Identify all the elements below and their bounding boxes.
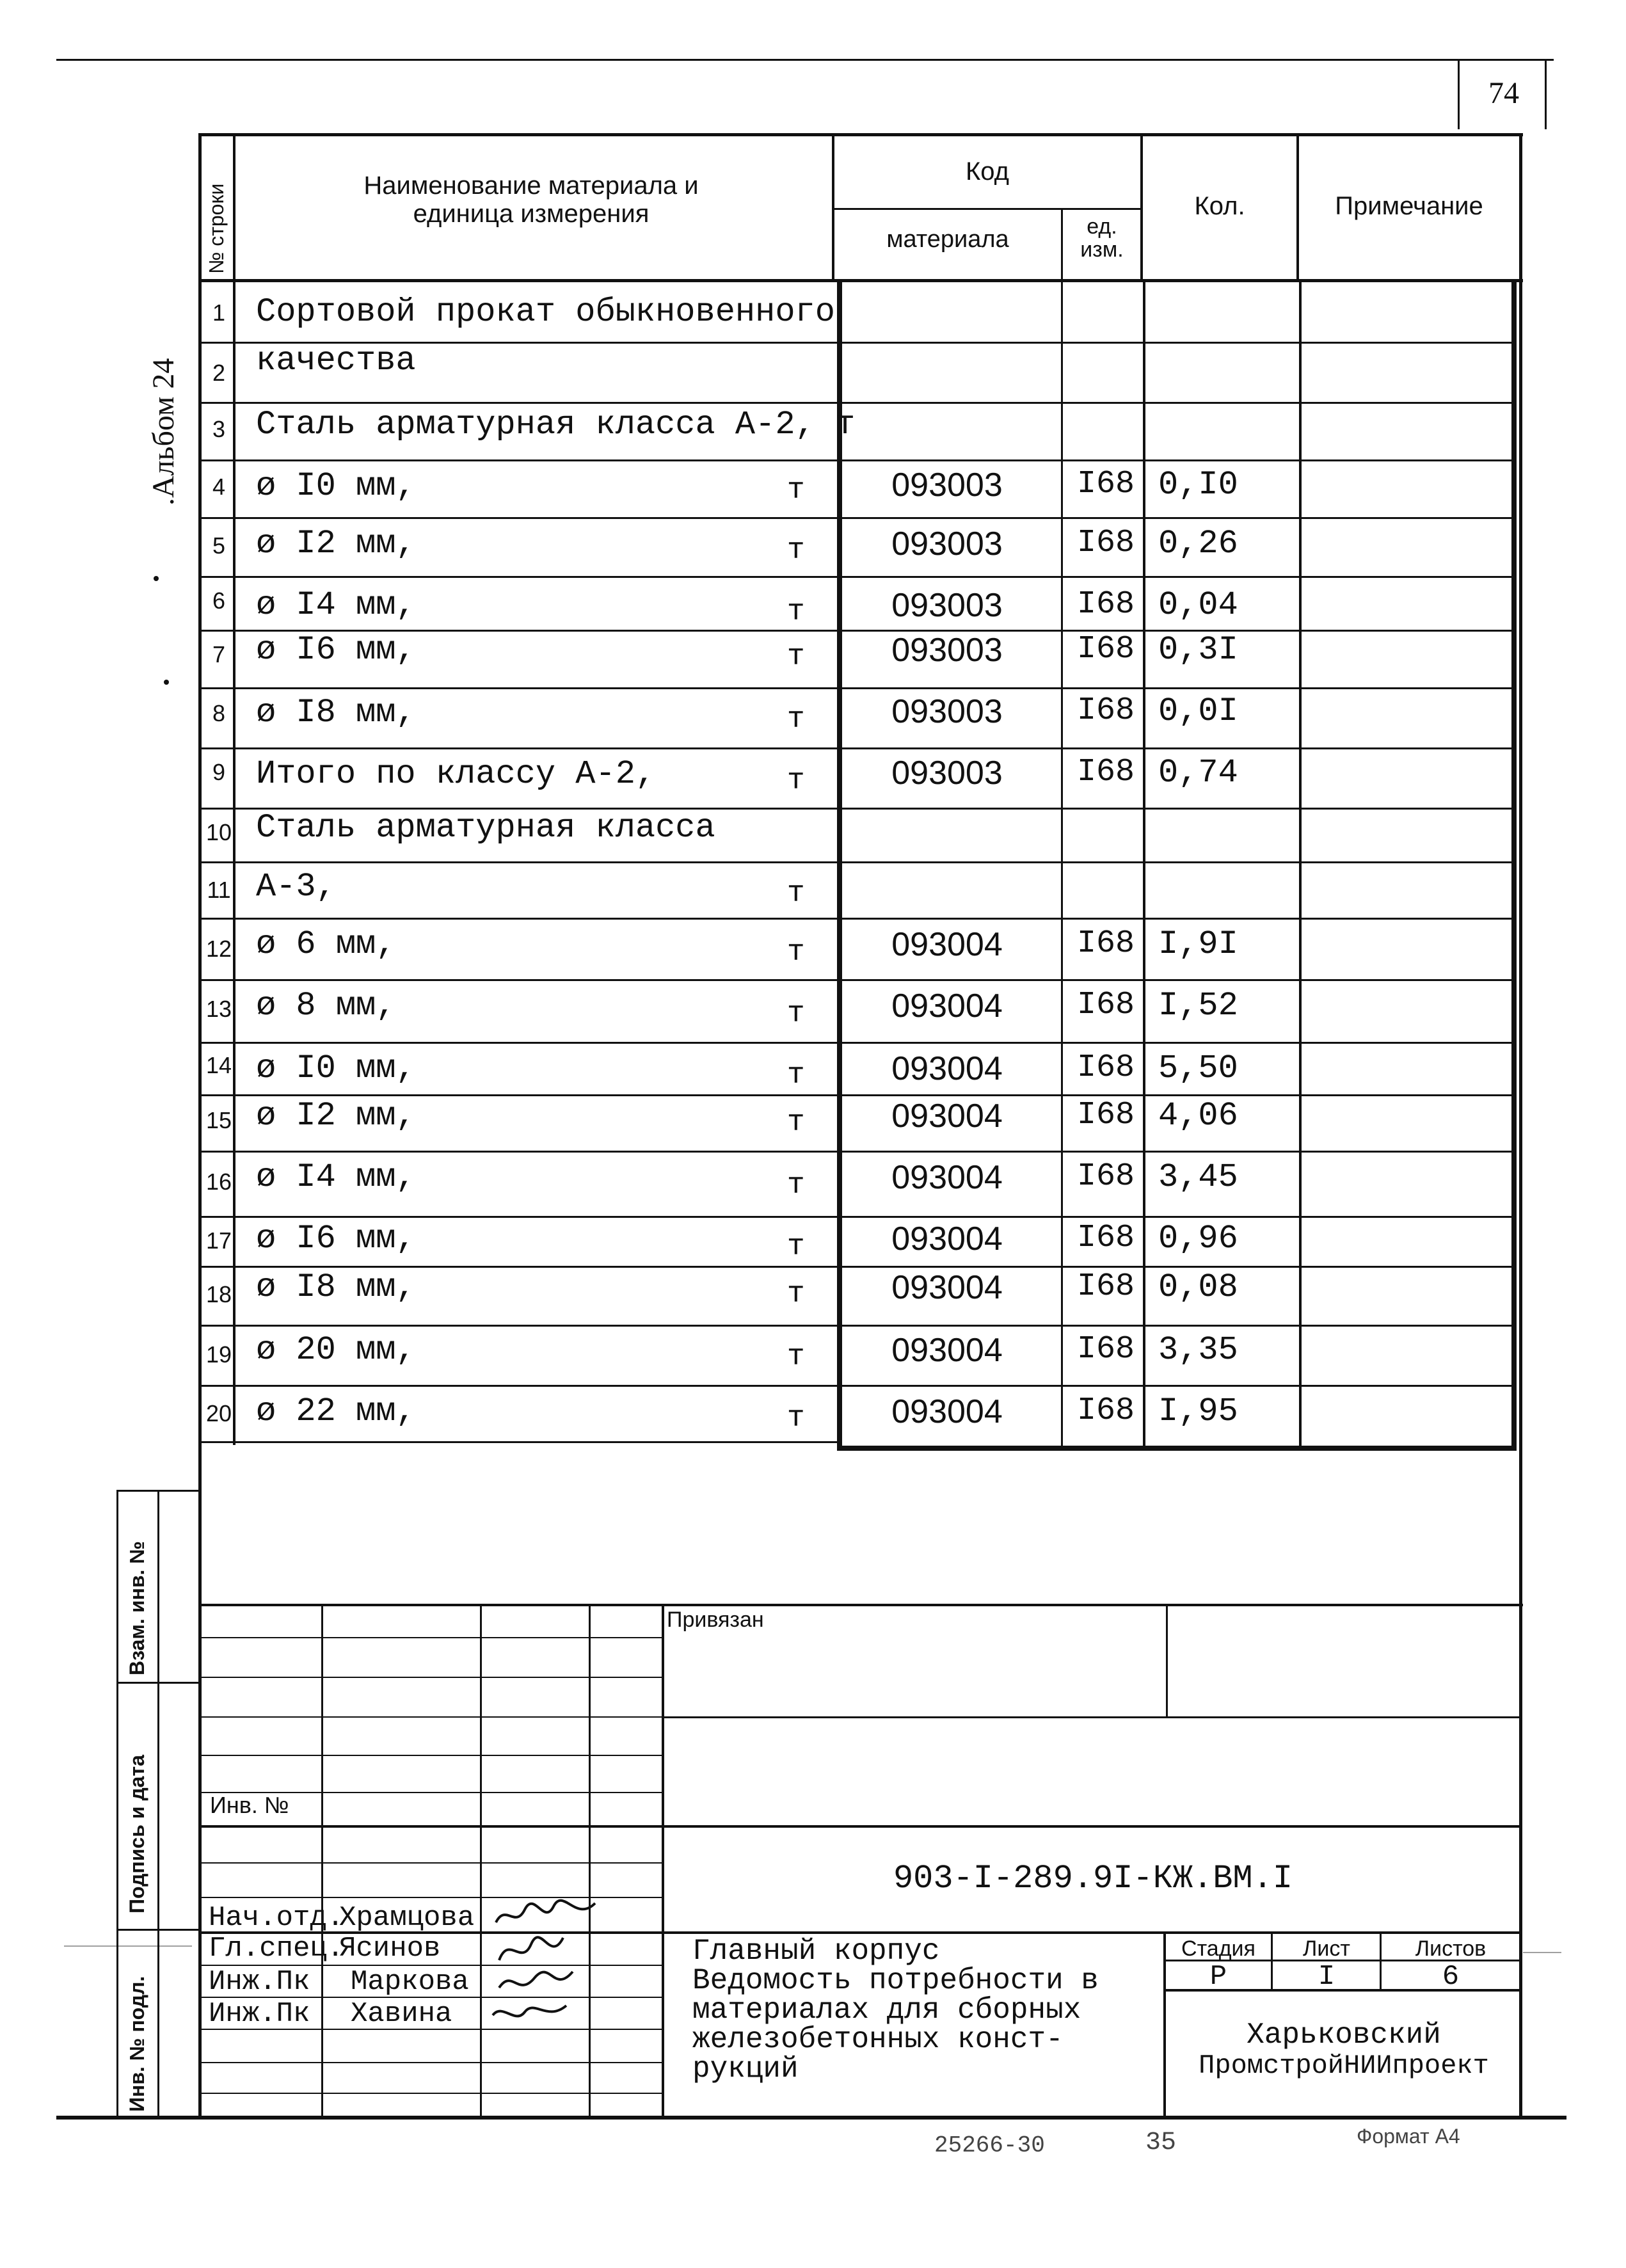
material-name: ø I8 мм, — [256, 694, 416, 731]
organization-line1: Харьковский — [1247, 2018, 1441, 2052]
unit-label: т — [787, 997, 805, 1030]
staff-name: Храмцова — [339, 1902, 475, 1934]
unit-label: т — [787, 640, 805, 673]
quantity: 0,26 — [1158, 525, 1238, 563]
staff-name: Ясинов — [339, 1933, 441, 1965]
material-name: ø 20 мм, — [256, 1331, 416, 1369]
unit-label: т — [787, 1106, 805, 1139]
material-code: 093004 — [891, 987, 1003, 1025]
frame-left — [198, 133, 202, 2117]
row-number: 16 — [205, 1169, 232, 1195]
title-line: железобетонных конст- — [692, 2023, 1064, 2056]
header-name: Наименование материала и единица измерения — [363, 172, 699, 228]
unit-code: I68 — [1076, 466, 1135, 502]
quantity: 0,3I — [1158, 631, 1238, 669]
row-number: 8 — [212, 700, 226, 726]
material-code: 093004 — [891, 1159, 1003, 1196]
material-name: ø I0 мм, — [256, 1050, 416, 1087]
material-code: 093004 — [891, 1269, 1003, 1306]
material-name: ø 6 мм, — [256, 925, 396, 963]
quantity: 0,04 — [1158, 586, 1238, 624]
row-number: 11 — [207, 877, 231, 903]
unit-label: т — [787, 703, 805, 736]
quantity: I,52 — [1158, 987, 1238, 1025]
frame-top — [198, 133, 1523, 136]
staff-role: Инж.Пк — [209, 1998, 310, 2030]
material-name: А-3, — [256, 868, 336, 906]
material-name: ø I4 мм, — [256, 1158, 416, 1196]
title-line: материалах для сборных — [692, 1993, 1081, 2027]
material-code: 093004 — [891, 1393, 1003, 1430]
unit-label: т — [787, 936, 805, 969]
stage-label: Стадия — [1181, 1937, 1255, 1961]
header-row-no: № строки — [205, 183, 228, 274]
quantity: 5,50 — [1158, 1050, 1238, 1087]
row-number: 5 — [212, 532, 226, 559]
staff-role: Инж.Пк — [209, 1966, 310, 1998]
unit-code: I68 — [1076, 987, 1135, 1023]
header-code-unit: ед. изм. — [1080, 214, 1124, 262]
document-code: 903-I-289.9I-КЖ.ВМ.I — [893, 1860, 1293, 1897]
unit-code: I68 — [1076, 586, 1135, 623]
signature — [486, 1993, 576, 2031]
unit-code: I68 — [1076, 1097, 1135, 1133]
row-number: 4 — [212, 474, 226, 500]
row-number: 15 — [205, 1107, 232, 1133]
unit-label: т — [787, 1169, 805, 1202]
row-number: 14 — [205, 1052, 232, 1078]
staff-role: Нач.отд. — [209, 1902, 344, 1934]
material-name: качества — [256, 342, 416, 379]
footer-format: Формат А4 — [1357, 2125, 1460, 2148]
unit-label: т — [787, 1277, 805, 1311]
unit-code: I68 — [1076, 1393, 1135, 1429]
unit-label: т — [787, 1058, 805, 1092]
unit-label: т — [787, 1402, 805, 1435]
staff-name: Маркова — [351, 1966, 469, 1998]
row-number: 3 — [212, 416, 226, 442]
material-name: Итого по классу А-2, — [256, 755, 656, 793]
row-number: 12 — [205, 936, 232, 962]
unit-label: т — [787, 595, 805, 628]
margin-dot — [164, 680, 169, 685]
label-inv-podl: Инв. № подл. — [125, 1976, 148, 2112]
material-name: ø I6 мм, — [256, 631, 416, 669]
unit-label: т — [787, 534, 805, 567]
unit-code: I68 — [1076, 754, 1135, 790]
unit-code: I68 — [1076, 1220, 1135, 1256]
inv-no-label: Инв. № — [210, 1792, 289, 1818]
staff-role: Гл.спец. — [209, 1933, 344, 1965]
material-code: 093003 — [891, 525, 1003, 563]
sheets-label: Листов — [1415, 1937, 1487, 1961]
row-number: 7 — [212, 641, 226, 667]
sheets-value: 6 — [1442, 1961, 1460, 1993]
quantity: 0,I0 — [1158, 466, 1238, 504]
unit-label: т — [787, 474, 805, 507]
footer-extra: 35 — [1145, 2128, 1177, 2157]
material-name: Сортовой прокат обыкновенного — [256, 293, 835, 331]
material-code: 093004 — [891, 1332, 1003, 1369]
row-number: 6 — [212, 587, 226, 614]
material-name: ø I2 мм, — [256, 1097, 416, 1135]
unit-code: I68 — [1076, 692, 1135, 729]
material-code: 093004 — [891, 1050, 1003, 1087]
unit-code: I68 — [1076, 1050, 1135, 1086]
staff-name: Хавина — [351, 1998, 452, 2030]
margin-dot — [154, 576, 159, 581]
quantity: 0,96 — [1158, 1220, 1238, 1258]
quantity: 0,0I — [1158, 692, 1238, 730]
material-name: ø I2 мм, — [256, 525, 416, 563]
unit-code: I68 — [1076, 925, 1135, 962]
header-code-material: материала — [886, 226, 1009, 253]
unit-label: т — [787, 1230, 805, 1263]
frame-bottom — [56, 2116, 1566, 2120]
material-code: 093003 — [891, 587, 1003, 624]
unit-code: I68 — [1076, 1331, 1135, 1368]
signature — [493, 1897, 602, 1935]
quantity: I,9I — [1158, 925, 1238, 963]
quantity: 4,06 — [1158, 1097, 1238, 1135]
quantity: I,95 — [1158, 1393, 1238, 1430]
material-code: 093003 — [891, 467, 1003, 504]
quantity: 3,35 — [1158, 1331, 1238, 1369]
unit-code: I68 — [1076, 525, 1135, 561]
quantity: 0,74 — [1158, 754, 1238, 792]
sheet-label: Лист — [1303, 1937, 1350, 1961]
header-note: Примечание — [1335, 192, 1483, 220]
row-number: 20 — [205, 1400, 232, 1426]
quantity: 0,08 — [1158, 1268, 1238, 1306]
label-podpis-data: Подпись и дата — [125, 1755, 148, 1913]
unit-code: I68 — [1076, 1268, 1135, 1305]
organization-line2: ПромстройНИИпроект — [1199, 2050, 1489, 2081]
material-name: ø I0 мм, — [256, 467, 416, 505]
unit-label: т — [787, 877, 805, 910]
material-name: ø 8 мм, — [256, 987, 396, 1025]
privyazan-label: Привязан — [667, 1608, 764, 1632]
material-code: 093003 — [891, 632, 1003, 669]
footer-number: 25266-30 — [934, 2132, 1045, 2159]
row-number: 10 — [205, 819, 232, 845]
material-code: 093004 — [891, 1098, 1003, 1135]
stage-value: Р — [1209, 1961, 1227, 1993]
material-name: Сталь арматурная класса — [256, 809, 715, 847]
page-number: 74 — [1488, 76, 1519, 110]
frame-right — [1519, 133, 1522, 2117]
title-line: Главный корпус — [692, 1935, 940, 1968]
row-number: 2 — [212, 360, 226, 386]
album-label: .Альбом 24 — [147, 358, 180, 506]
material-code: 093003 — [891, 755, 1003, 792]
unit-code: I68 — [1076, 631, 1135, 667]
label-vzam-inv: Взам. инв. № — [125, 1541, 148, 1675]
material-name: ø 22 мм, — [256, 1393, 416, 1430]
material-name: ø I8 мм, — [256, 1268, 416, 1306]
row-number: 19 — [205, 1341, 232, 1368]
material-code: 093003 — [891, 693, 1003, 730]
row-number: 9 — [212, 759, 226, 785]
unit-label: т — [787, 1340, 805, 1373]
header-code: Код — [965, 157, 1009, 186]
material-code: 093004 — [891, 926, 1003, 963]
quantity: 3,45 — [1158, 1158, 1238, 1196]
title-line: Ведомость потребности в — [692, 1964, 1099, 1997]
row-number: 13 — [205, 996, 232, 1022]
sheet-value: I — [1318, 1961, 1335, 1993]
material-name: ø I4 мм, — [256, 586, 416, 624]
material-name: ø I6 мм, — [256, 1220, 416, 1258]
material-name: Сталь арматурная класса А-2, т — [256, 406, 856, 443]
row-number: 17 — [205, 1227, 232, 1254]
row-number: 18 — [205, 1281, 232, 1307]
unit-code: I68 — [1076, 1158, 1135, 1195]
row-number: 1 — [212, 299, 226, 326]
material-code: 093004 — [891, 1220, 1003, 1258]
title-line: рукций — [692, 2052, 799, 2086]
unit-label: т — [787, 764, 805, 797]
header-qty: Кол. — [1194, 192, 1245, 220]
